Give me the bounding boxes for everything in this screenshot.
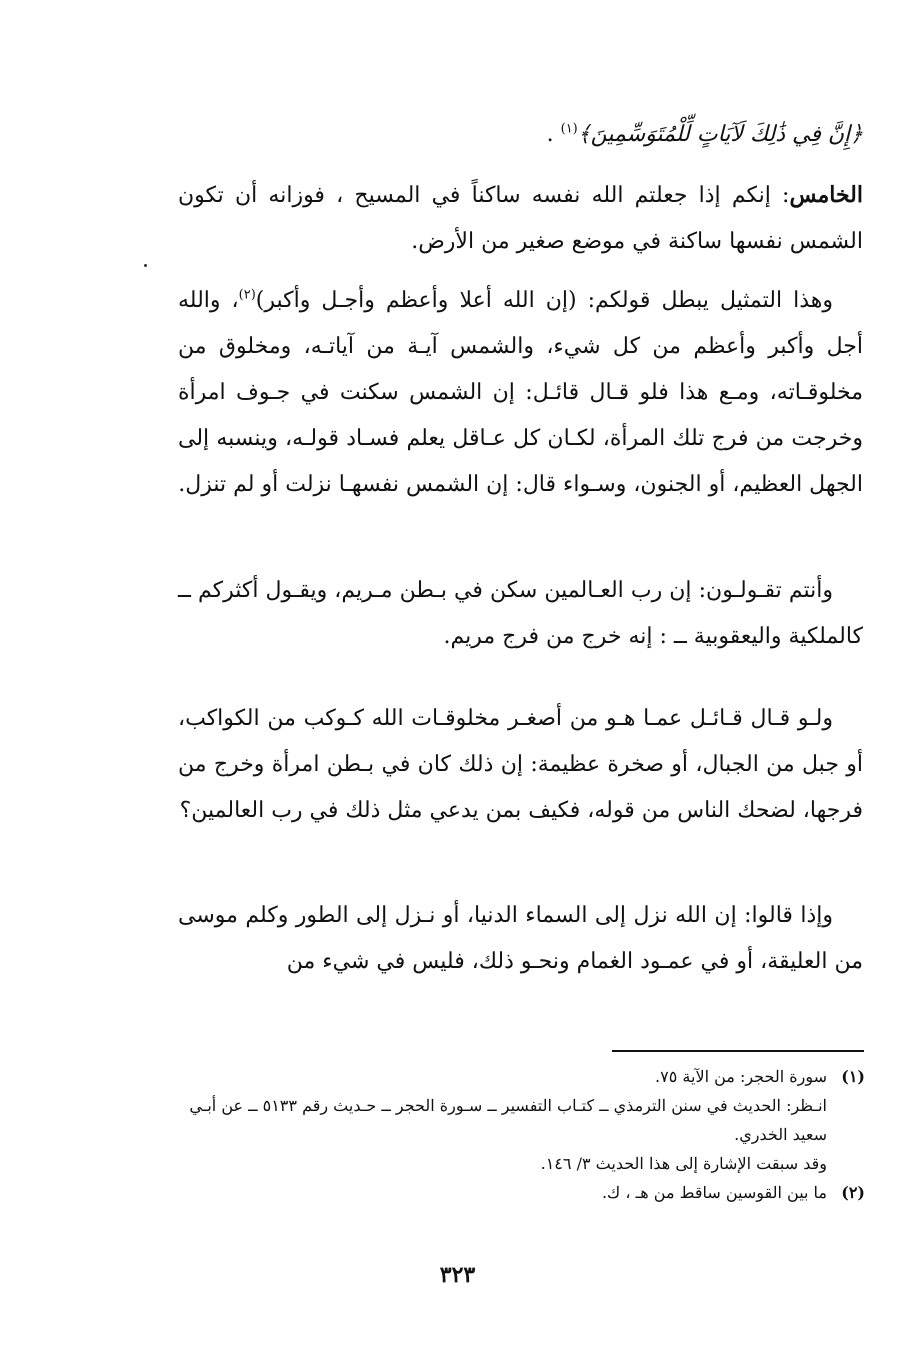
- footnotes-block: [178, 1062, 865, 1207]
- paragraph-text: ولـو قـال قـائـل عمـا هـو من أصغـر مخلوقـات الله كـوكب من الكواكب، أو جبل من الجبال، أو صخرة عظيمة: إن ذلك كان في بـطن امرأة وخرج من فرجها، لضحك الناس من قوله، فكيف بمن يدعي مثل ذلك في رب العالمين؟: [178, 706, 863, 823]
- paragraph-if-they-said: [178, 893, 863, 985]
- paragraph-text: وإذا قالوا: إن الله نزل إلى السماء الدنيا، أو نـزل إلى الطور وكلم موسى من العليقة، أو في عمـود الغمام ونحـو ذلك، فليس في شيء من: [178, 903, 863, 974]
- footnote-1: [178, 1062, 865, 1091]
- paragraph-fifth: [178, 172, 863, 265]
- paragraph-text-a: وهذا التمثيل يبطل قولكم: (إن الله أعلا وأعظم وأجـل وأكبر): [255, 288, 833, 313]
- footnote-text: ما بين القوسين ساقط من هـ ، ك.: [601, 1183, 827, 1202]
- footnote-ref-1: (١): [560, 121, 578, 137]
- paragraph-you-say: [178, 568, 863, 660]
- paragraph-text: : إنكم إذا جعلتم الله نفسه ساكناً في المسيح ، فوزانه أن تكون الشمس نفسها ساكنة في موضع صغير من الأرض.: [178, 183, 863, 254]
- stray-dot-mark: [144, 264, 147, 267]
- quran-verse-line: [178, 112, 863, 158]
- footnote-separator: [612, 1050, 864, 1052]
- footnote-number: (١): [841, 1067, 865, 1086]
- footnote-1-continuation: انـظر: الحديث في سنن الترمذي ــ كتـاب التفسير ــ سـورة الحجر ــ حـديث رقم ٥١٣٣ ــ عن أبـي سعيد الخدري.: [189, 1096, 827, 1144]
- footnote-1-note: وقد سبقت الإشارة إلى هذا الحديث ٣/ ١٤٦.: [540, 1154, 827, 1173]
- verse-end-punctuation: .: [546, 122, 561, 147]
- footnote-ref-2: (٢): [238, 287, 256, 303]
- footnote-text: سورة الحجر: من الآية ٧٥.: [655, 1067, 827, 1086]
- paragraph-if-someone-said: [178, 696, 863, 834]
- quran-verse-text: ﴿إِنَّ فِي ذَٰلِكَ لَآيَاتٍ لِّلْمُتَوَسِّمِينَ﴾: [577, 122, 863, 147]
- paragraph-text: وأنتم تقـولـون: إن رب العـالمين سكن في بـطن مـريم، ويقـول أكثركم ــ كالملكية واليعقوبية ــ : إنه خرج من فرج مريم.: [178, 578, 863, 649]
- footnote-number: (٢): [841, 1183, 865, 1202]
- page-number: ٣٢٣: [439, 1262, 476, 1288]
- paragraph-lead-word: الخامس: [789, 182, 863, 208]
- footnote-2: [178, 1178, 865, 1207]
- paragraph-analogy: [178, 278, 863, 508]
- paragraph-text-b: ، والله أجل وأكبر وأعظم من كل شيء، والشمس آيـة من آياتـه، ومخلوق من مخلوقـاته، ومـع هذا فلو قـال قائـل: إن الشمس سكنت في جـوف امرأة وخرجت من فرج تلك المرأة، لكـان كل عـاقل يعلم فسـاد قولـه، وينسبه إلى الجهل العظيم، أو الجنون، وسـواء قال: إن الشمس نفسهـا نزلت أو لم تنزل.: [178, 288, 863, 497]
